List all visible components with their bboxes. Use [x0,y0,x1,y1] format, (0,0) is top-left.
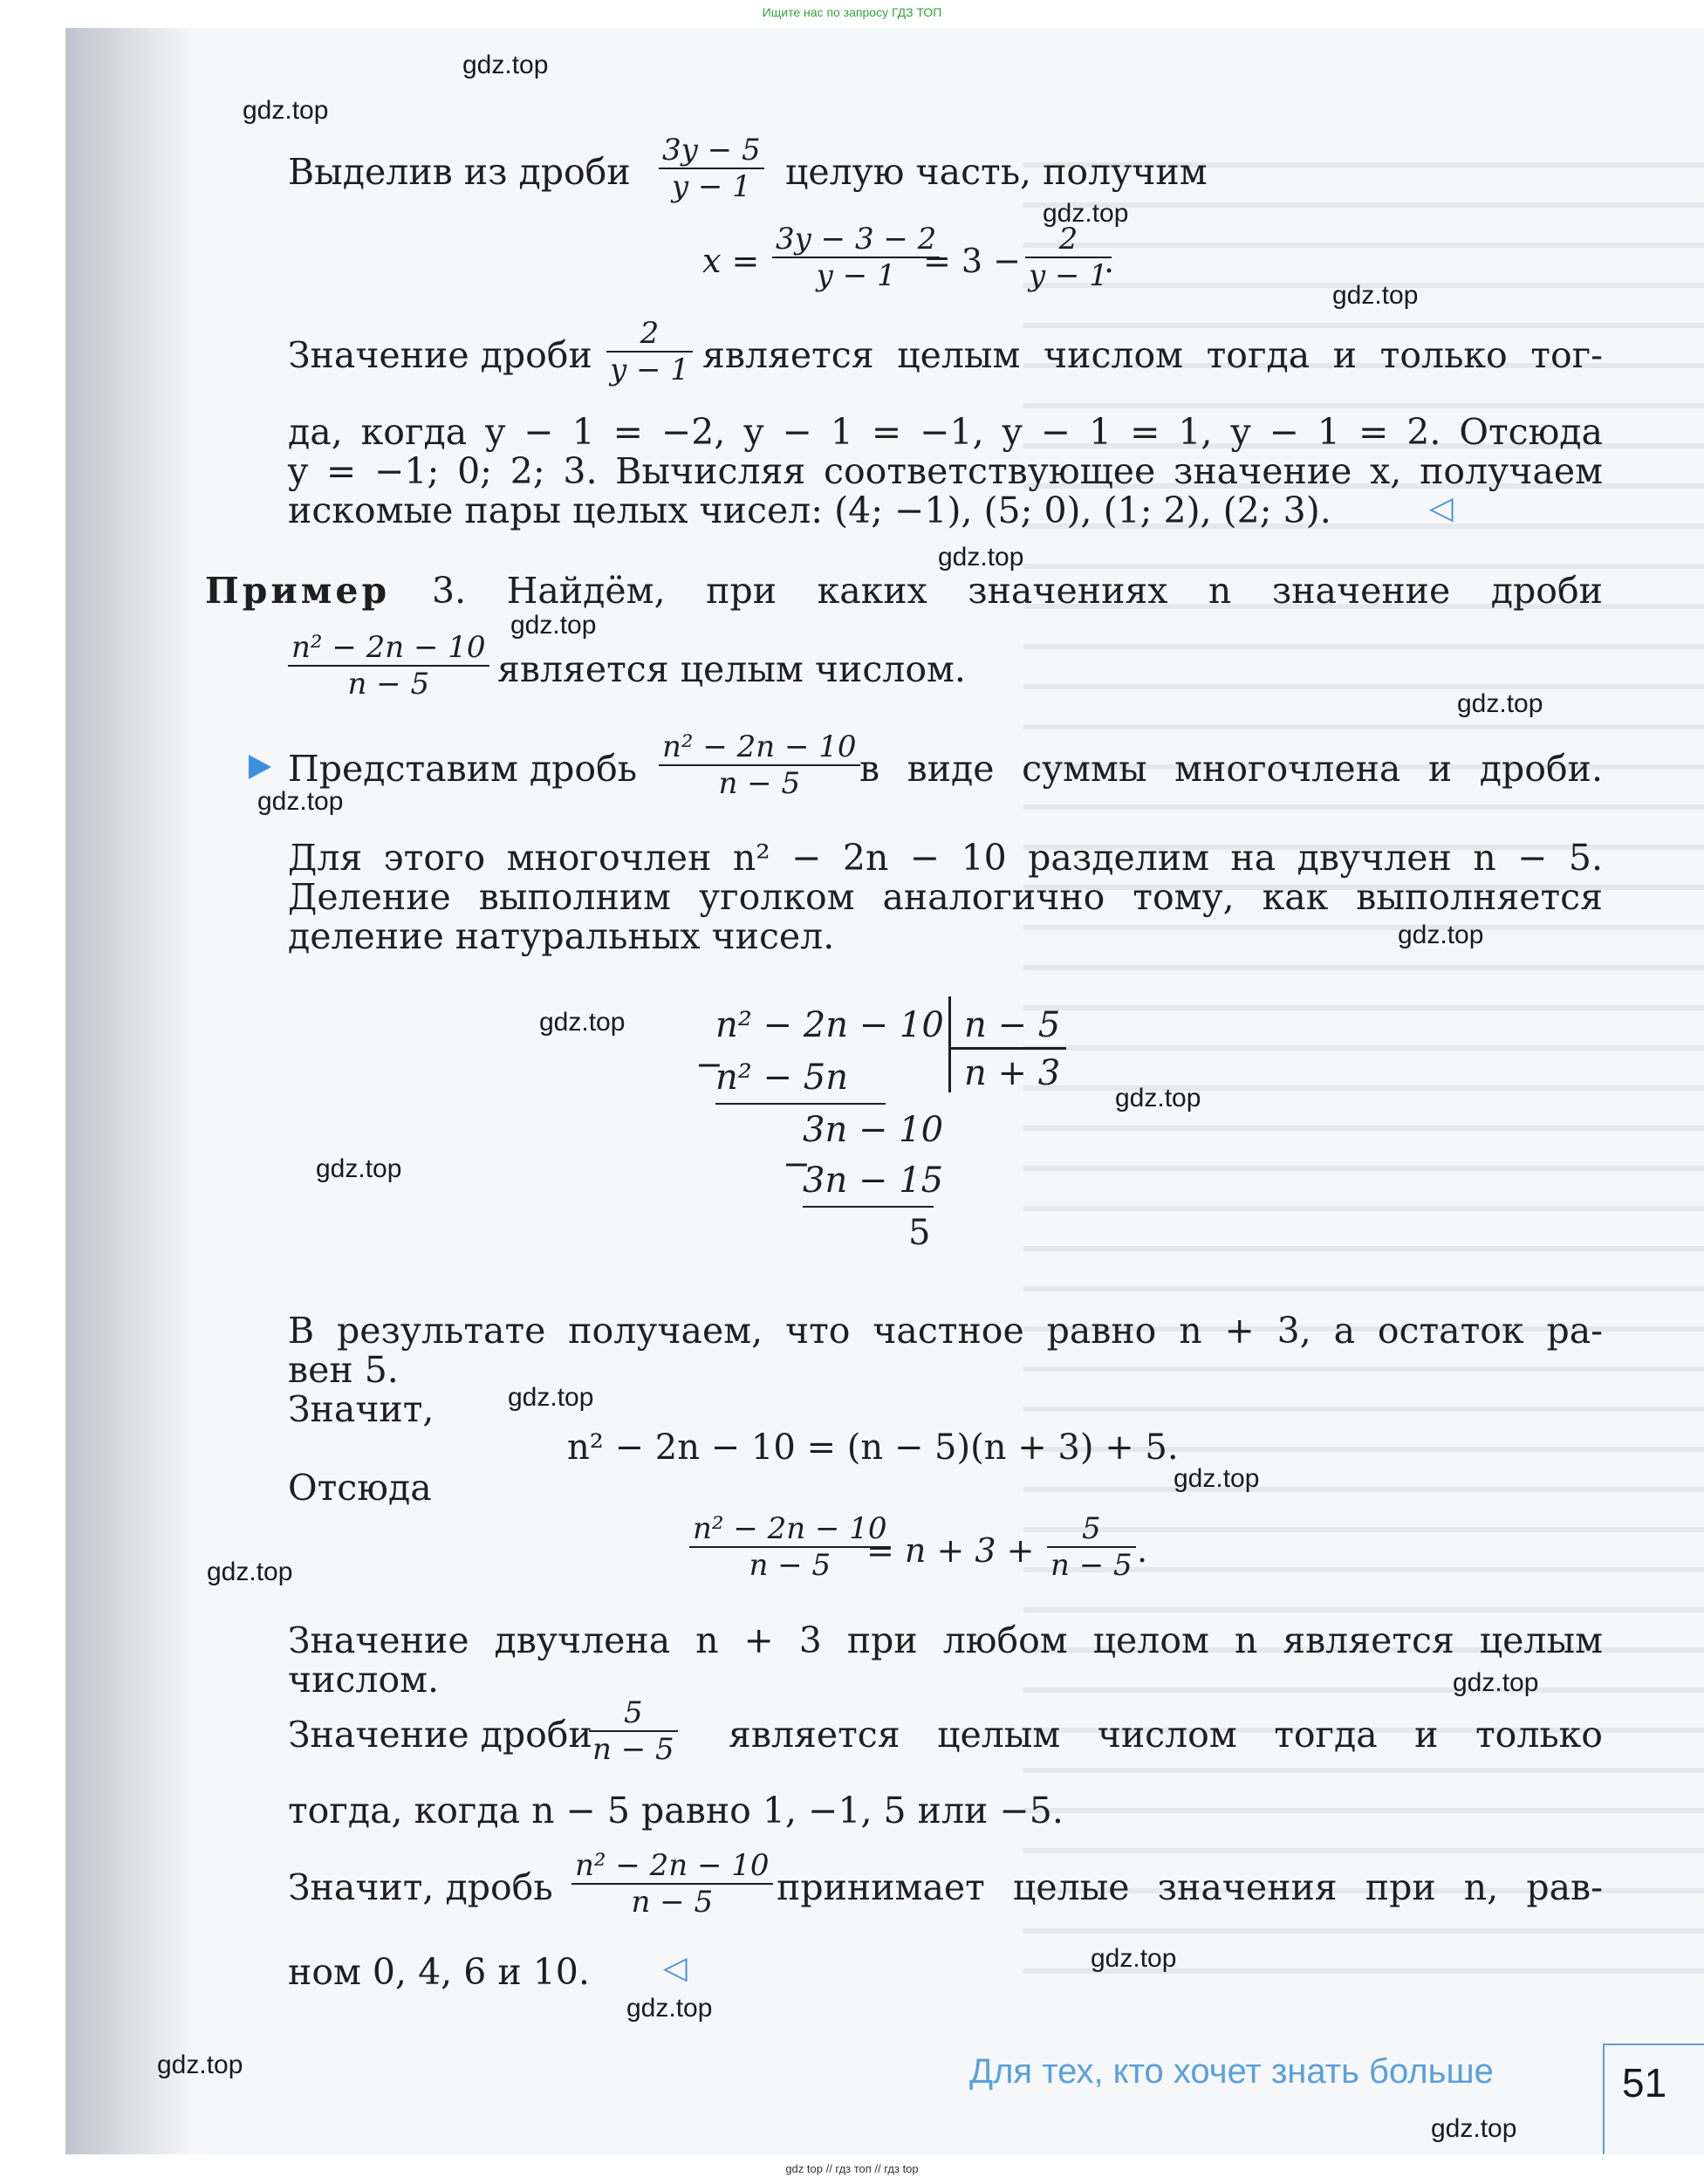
frac-den: n − 5 [718,766,801,801]
watermark: gdz.top [1043,199,1129,228]
frac-num: n² − 2n − 10 [659,729,860,766]
watermark: gdz.top [1453,1668,1539,1697]
end-of-proof-icon: ◁ [1429,490,1454,526]
frac-den: n − 5 [749,1548,831,1583]
division-quotient: n + 3 [964,1053,1061,1093]
p5-a: Значение двучлена n + 3 при любом целом n является целым [288,1619,1603,1661]
watermark: gdz.top [157,2050,243,2079]
watermark: gdz.top [938,543,1024,572]
p4-equation: n² − 2n − 10 = (n − 5)(n + 3) + 5. [567,1427,1179,1468]
watermark: gdz.top [1115,1084,1201,1113]
frac-den: y − 1 [1029,258,1108,293]
page-gutter [65,28,196,2154]
frac-num: 2 [606,316,693,353]
p5-g: принимает целые значения при n, рав- [777,1866,1603,1908]
triangle-marker-icon [249,755,271,779]
eq1-end: . [1104,242,1115,280]
frac-3y5 [659,133,764,204]
frac-num: 5 [589,1695,678,1732]
division-dividend: n² − 2n − 10 [715,1005,944,1045]
p5-b: числом. [288,1659,440,1701]
p5-d: является целым числом тогда и только [729,1714,1603,1756]
division-minus-1: − [695,1045,723,1084]
p3-b: в виде суммы многочлена и дроби. [859,748,1603,790]
watermark: gdz.top [1332,281,1419,310]
ex3-a: 3. Найдём, при каких значениях n значение дроби [432,570,1603,612]
end-of-proof-icon: ◁ [663,1950,688,1986]
division-rule-2 [803,1206,934,1208]
frac-num: 3y − 3 − 2 [772,222,940,258]
watermark: gdz.top [1398,921,1484,949]
watermark: gdz.top [1174,1464,1260,1493]
ex3-b: является целым числом. [497,648,966,690]
eq1-frac1 [772,222,940,293]
frac-num: 3y − 5 [659,133,764,169]
p3-e: деление натуральных чисел. [288,915,835,957]
division-sub2: 3n − 15 [803,1160,944,1201]
frac-den: n − 5 [592,1732,674,1767]
division-sub1: n² − 5n [715,1058,848,1098]
book-page [65,28,1704,2154]
frac-den: n − 5 [347,667,430,702]
division-rule-1 [715,1103,886,1105]
watermark: gdz.top [207,1558,293,1586]
eq2-frac1 [689,1511,891,1583]
division-bracket-h [948,1047,1066,1050]
eq2-end: . [1137,1531,1148,1570]
p5-h: ном 0, 4, 6 и 10. [288,1951,590,1993]
watermark: gdz.top [510,611,597,640]
header-link[interactable]: Ищите нас по запросу ГДЗ ТОП [762,5,942,19]
frac-den: y − 1 [671,169,751,204]
p2-e: искомые пары целых чисел: (4; −1), (5; 0), (1; 2), (2; 3). [288,490,1331,531]
frac-den: y − 1 [816,258,896,293]
division-minus-2: − [783,1145,811,1183]
p4-b: вен 5. [288,1349,399,1391]
eq2-frac2 [1047,1511,1136,1583]
frac-den: n − 5 [631,1885,714,1920]
division-divisor: n − 5 [964,1005,1061,1045]
frac-n2 [288,630,489,702]
watermark: gdz.top [1091,1944,1177,1973]
page-number: 51 [1622,2060,1667,2105]
p1-a: Выделив из дроби [288,151,631,193]
watermark: gdz.top [316,1154,402,1183]
division-rem2: 5 [908,1213,931,1253]
frac-num: n² − 2n − 10 [689,1511,891,1548]
watermark: gdz.top [462,51,549,79]
frac-den: n − 5 [1050,1548,1133,1583]
eq1-lhs: x = [702,242,760,280]
p5-e: тогда, когда n − 5 равно 1, −1, 5 или −5. [288,1790,1064,1831]
watermark: gdz.top [539,1008,626,1037]
frac-n2-c [571,1848,773,1920]
p5-c: Значение дроби [288,1714,592,1756]
footer-section-title: Для тех, кто хочет знать больше [969,2052,1494,2091]
frac-num: 2 [1025,222,1112,258]
frac-2-y1 [606,316,693,387]
watermark: gdz.top [257,787,344,816]
frac-den: y − 1 [610,353,689,387]
eq1-frac2 [1025,222,1115,293]
watermark: gdz.top [243,96,329,125]
division-bracket-v [948,996,951,1092]
p4-a: В результате получаем, что частное равно n + 3, а остаток ра- [288,1310,1603,1352]
page-number-box [1603,2044,1704,2154]
eq1-mid: = 3 − [923,242,1022,280]
p2-a: Значение дроби [288,334,592,376]
p4-d: Отсюда [288,1467,432,1509]
watermark: gdz.top [626,1994,713,2023]
p2-b: является целым числом тогда и только тог- [702,334,1603,376]
p5-f: Значит, дробь [288,1866,553,1908]
division-rem1: 3n − 10 [803,1110,944,1150]
p2-d: y = −1; 0; 2; 3. Вычисляя соответствующее значение x, получаем [288,450,1603,492]
p3-a: Представим дробь [288,748,638,790]
p3-c: Для этого многочлен n² − 2n − 10 разделим на двучлен n − 5. [288,837,1603,879]
frac-num: n² − 2n − 10 [571,1848,773,1885]
p4-c: Значит, [288,1388,435,1430]
watermark: gdz.top [1457,689,1543,718]
example-label: Пример [205,570,391,612]
p3-d: Деление выполним уголком аналогично тому, как выполняется [288,876,1603,918]
frac-n2-b [659,729,860,801]
p1-b: целую часть, получим [785,151,1208,193]
frac-num: n² − 2n − 10 [288,630,489,667]
p2-c: да, когда y − 1 = −2, y − 1 = −1, y − 1 = 1, y − 1 = 2. Отсюда [288,411,1603,453]
frac-num: 5 [1047,1511,1136,1548]
eq2-mid: = n + 3 + [866,1531,1035,1570]
watermark: gdz.top [1431,2114,1517,2143]
footer-link[interactable]: gdz top // гдз топ // гдз top [785,2162,919,2175]
frac-5-n5 [589,1695,678,1767]
watermark: gdz.top [508,1383,594,1412]
